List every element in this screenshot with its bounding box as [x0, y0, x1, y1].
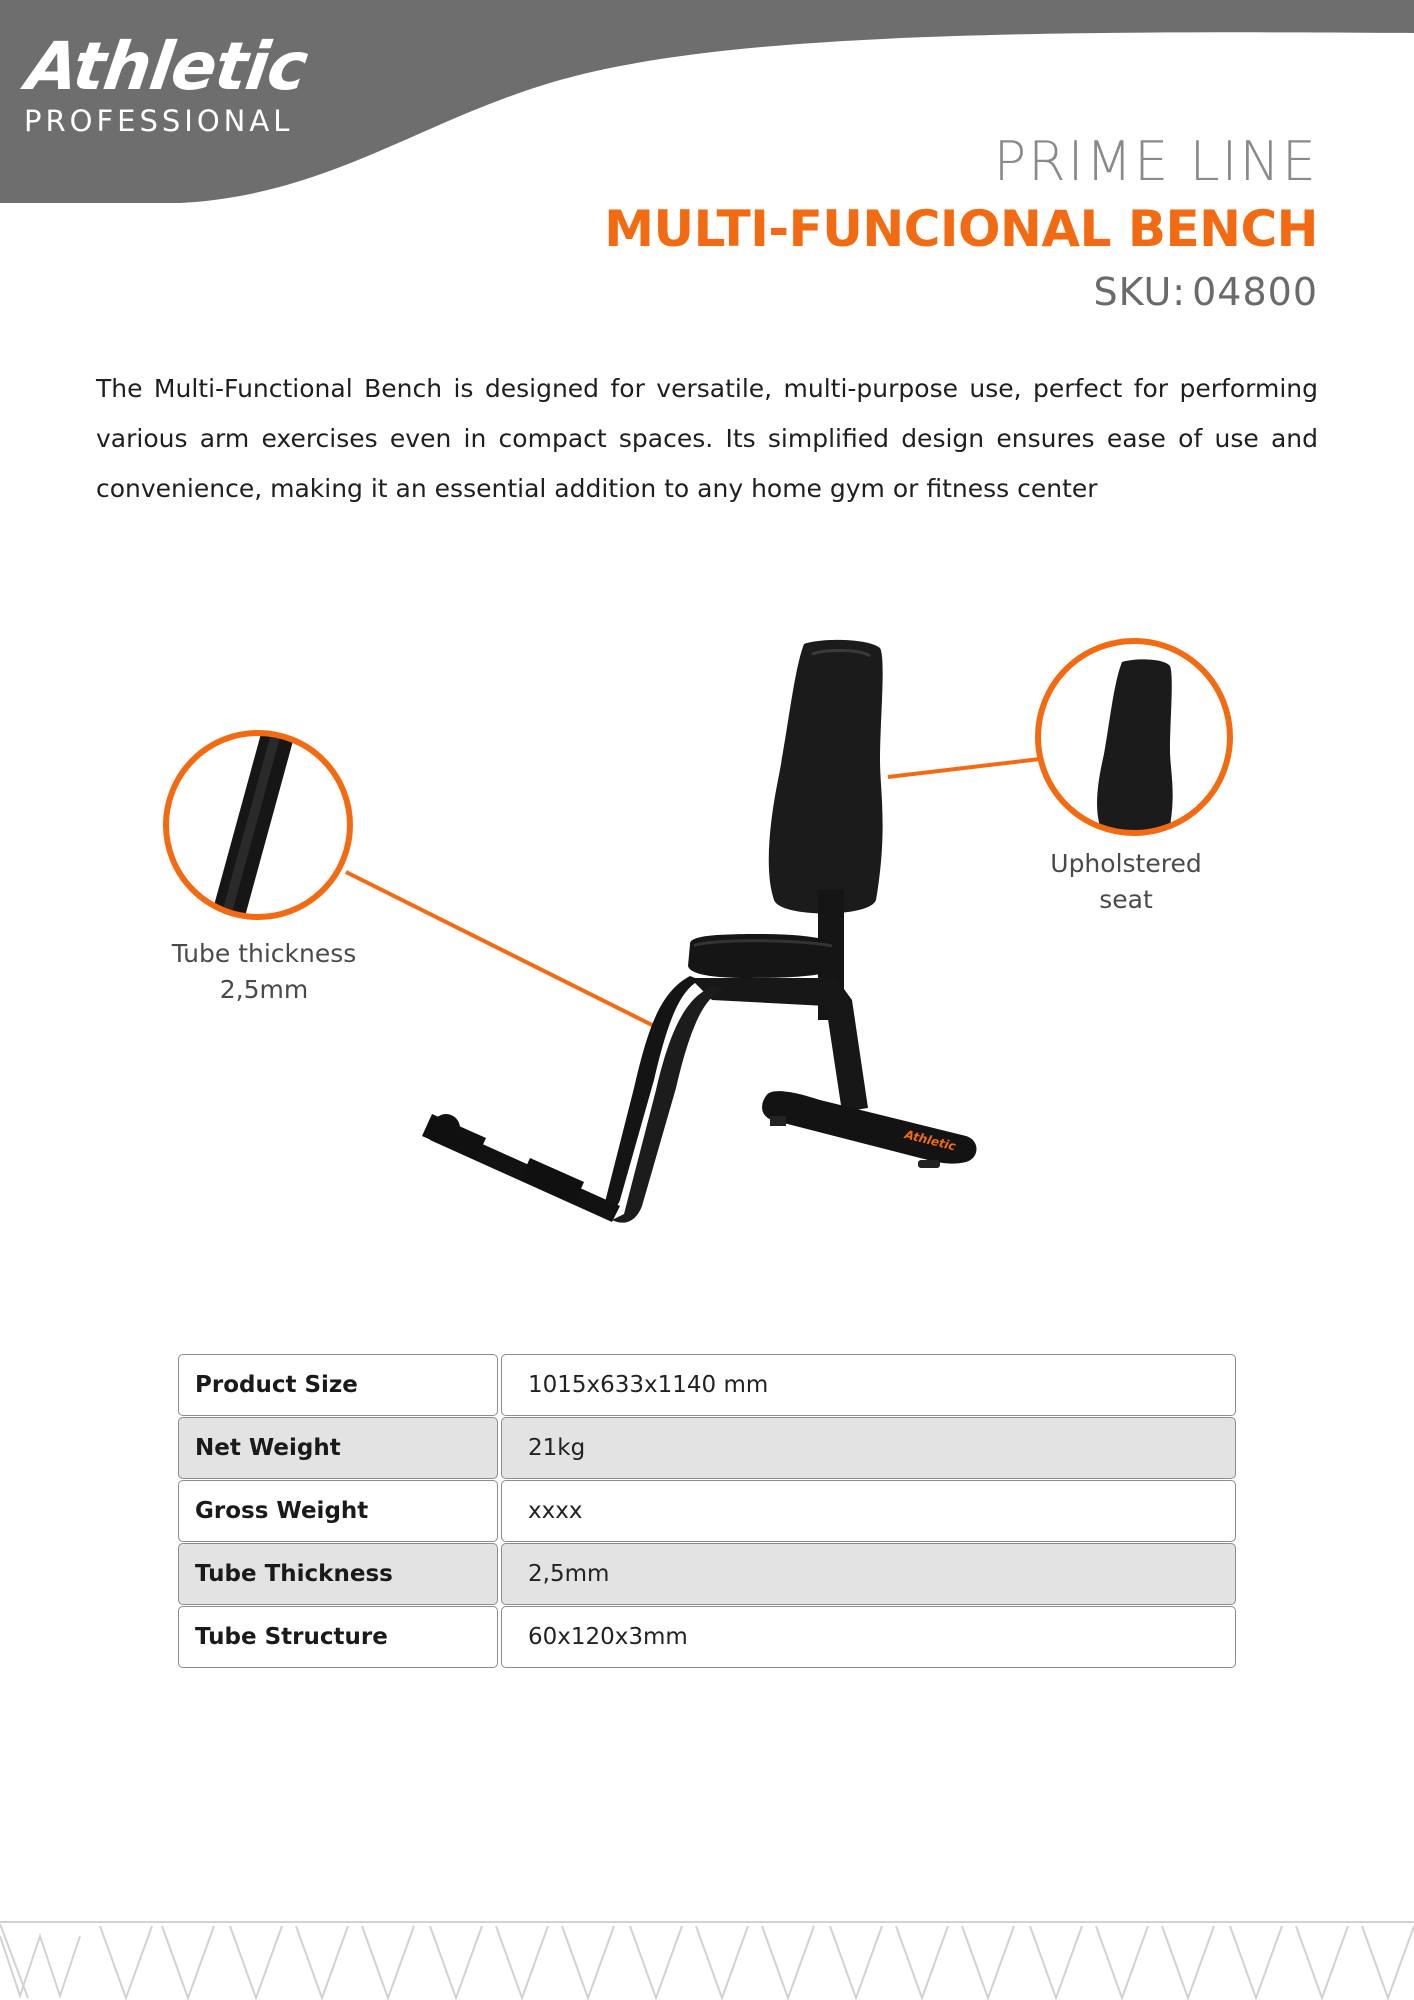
spec-table	[178, 1354, 1236, 1669]
spec-label: Net Weight	[178, 1417, 498, 1479]
seat-callout-label: Upholstered seat	[1050, 849, 1202, 914]
table-row	[178, 1543, 1236, 1605]
title-block	[604, 130, 1318, 320]
brand-logo: Athletic	[22, 28, 312, 105]
spec-value: 1015x633x1140 mm	[501, 1354, 1236, 1416]
spec-value: xxxx	[501, 1480, 1236, 1542]
product-description: The Multi-Functional Bench is designed for versatile, multi-purpose use, perfect for performing various arm exercises even in compact spaces. Its simplified design ensures ease of use and convenience, making it an essential addition to any home gym or fitness center	[96, 374, 1318, 503]
table-row	[178, 1480, 1236, 1542]
sku-label: SKU:	[1093, 270, 1187, 314]
tube-callout-line	[346, 872, 658, 1028]
spec-value: 21kg	[501, 1417, 1236, 1479]
rear-base	[762, 1091, 976, 1164]
spec-label: Tube Structure	[178, 1606, 498, 1668]
frame-logo: Athletic	[903, 1127, 958, 1154]
table-row	[178, 1354, 1236, 1416]
seat-callout-line	[888, 759, 1040, 777]
spec-label: Gross Weight	[178, 1480, 498, 1542]
spec-label: Tube Thickness	[178, 1543, 498, 1605]
foot-roller-right	[520, 1158, 584, 1204]
brand-subtitle: PROFESSIONAL	[24, 104, 294, 138]
bench-illustration	[0, 600, 1414, 1260]
footer-pattern	[0, 1918, 1414, 2000]
spec-value: 2,5mm	[501, 1543, 1236, 1605]
spec-label: Product Size	[178, 1354, 498, 1416]
table-row	[178, 1606, 1236, 1668]
sku	[604, 264, 1318, 320]
sku-value: 04800	[1192, 270, 1318, 314]
product-figure	[0, 600, 1414, 1260]
spec-value: 60x120x3mm	[501, 1606, 1236, 1668]
product-line: PRIME LINE	[993, 130, 1318, 193]
backrest	[769, 640, 883, 914]
table-row	[178, 1417, 1236, 1479]
product-title: MULTI-FUNCIONAL BENCH	[604, 200, 1318, 258]
tube-callout-label: Tube thickness 2,5mm	[171, 939, 357, 1004]
